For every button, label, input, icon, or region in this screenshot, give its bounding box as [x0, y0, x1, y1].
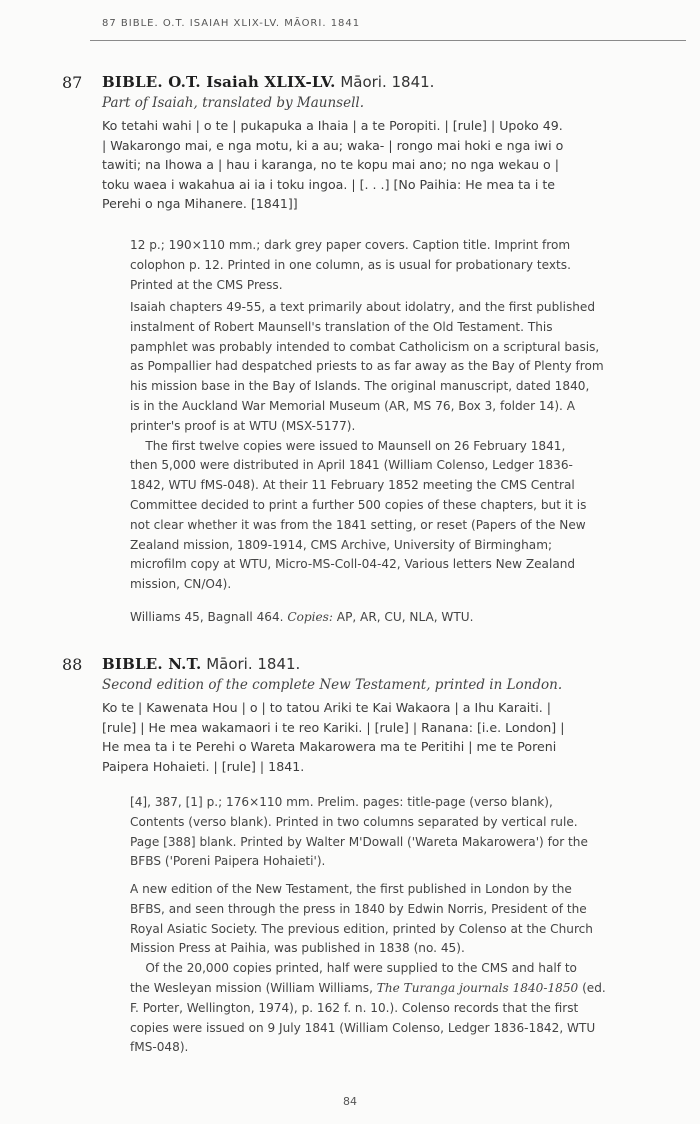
transcription-line: He mea ta i te Perehi o Wareta Makarowera ma te Peritihi | me te Poreni: [102, 739, 557, 755]
note-line: Isaiah chapters 49-55, a text primarily about idolatry, and the first published: [130, 300, 596, 314]
physical-description: [130, 236, 686, 295]
note-line: fMS-048).: [130, 1040, 189, 1055]
note-line: then 5,000 were distributed in April 1841 (William Colenso, Ledger 1836-: [130, 458, 573, 473]
historical-note: [130, 880, 686, 1058]
note-line: is in the Auckland War Memorial Museum (AR, MS 76, Box 3, folder 14). A: [130, 398, 575, 413]
note-line: Royal Asiatic Society. The previous edition, printed by Colenso at the Church: [130, 921, 593, 936]
transcription-line: | Wakarongo mai, e nga motu, ki a au; waka- | rongo mai hoki e nga iwi o: [102, 137, 564, 153]
note-line: The first twelve copies were issued to Maunsell on 26 February 1841,: [130, 438, 566, 453]
entry-number: 88: [62, 655, 83, 674]
note-line: [130, 608, 686, 628]
transcription-line: Ko te | Kawenata Hou | o | to tatou Ariki te Kai Wakaora | a Ihu Karaiti. |: [102, 700, 551, 715]
running-head: 87 BIBLE. O.T. ISAIAH XLIX-LV. MĀORI. 1841: [102, 18, 361, 29]
transcription-line: Ko tetahi wahi | o te | pukapuka a Ihaia | a te Poropiti. | [rule] | Upoko 49.: [102, 118, 563, 133]
references-and-copies: [130, 608, 686, 628]
note-line: his mission base in the Bay of Islands. The original manuscript, dated 1840,: [130, 379, 590, 394]
entry-title-rest: Māori. 1841.: [335, 73, 435, 91]
note-line: Contents (verso blank). Printed in two columns separated by vertical rule.: [130, 814, 578, 829]
note-text: the Wesleyan mission (William Williams,: [130, 980, 377, 995]
entry-subtitle: Part of Isaiah, translated by Maunsell.: [102, 95, 364, 111]
physical-description: [130, 793, 686, 872]
note-line: 12 p.; 190×110 mm.; dark grey paper covers. Caption title. Imprint from: [130, 238, 571, 252]
note-line: Page [388] blank. Printed by Walter M'Dowall ('Wareta Makarowera') for the: [130, 834, 588, 849]
entry-title-rest: Māori. 1841.: [201, 655, 301, 673]
note-line: not clear whether it was from the 1841 setting, or reset (Papers of the New: [130, 517, 586, 532]
transcription-line: Perehi o nga Mihanere. [1841]]: [102, 196, 298, 212]
note-line: A new edition of the New Testament, the first published in London by the: [130, 882, 572, 896]
note-line: F. Porter, Wellington, 1974), p. 162 f. n. 10.). Colenso records that the first: [130, 1000, 579, 1015]
note-line: 1842, WTU fMS-048). At their 11 February 1852 meeting the CMS Central: [130, 478, 575, 493]
note-line: BFBS, and seen through the press in 1840 by Edwin Norris, President of the: [130, 901, 587, 916]
note-line: mission, CN/O4).: [130, 577, 232, 592]
entry-title-bold: BIBLE. N.T.: [102, 655, 202, 673]
transcription-line: tawiti; na Ihowa a | hau i karanga, no te kopu mai ano; no nga wekau o |: [102, 157, 560, 173]
copies-list: AP, AR, CU, NLA, WTU.: [332, 610, 474, 624]
note-line: [130, 979, 686, 999]
historical-note: [130, 298, 686, 595]
note-line: Committee decided to print a further 500 copies of these chapters, but it is: [130, 497, 587, 512]
copies-label: Copies:: [287, 610, 333, 624]
note-line: Printed at the CMS Press.: [130, 277, 283, 292]
note-line: Of the 20,000 copies printed, half were supplied to the CMS and half to: [130, 961, 577, 976]
note-line: as Pompallier had despatched priests to as far away as the Bay of Plenty from: [130, 359, 604, 374]
note-line: Zealand mission, 1809-1914, CMS Archive, University of Birmingham;: [130, 537, 553, 552]
header-rule: [90, 40, 686, 41]
note-text: (ed.: [578, 980, 606, 995]
entry-title: [102, 655, 300, 673]
transcription-line: [rule] | He mea wakamaori i te reo Kariki. | [rule] | Ranana: [i.e. London] |: [102, 719, 565, 735]
title-transcription: [102, 698, 682, 776]
note-line: instalment of Robert Maunsell's translation of the Old Testament. This: [130, 319, 553, 334]
note-line: BFBS ('Poreni Paipera Hohaieti').: [130, 854, 326, 869]
transcription-line: Paipera Hohaieti. | [rule] | 1841.: [102, 758, 305, 774]
note-line: copies were issued on 9 July 1841 (William Colenso, Ledger 1836-1842, WTU: [130, 1020, 596, 1035]
note-line: microfilm copy at WTU, Micro-MS-Coll-04-42, Various letters New Zealand: [130, 557, 576, 572]
note-line: Mission Press at Paihia, was published in 1838 (no. 45).: [130, 941, 465, 956]
page-number: 84: [343, 1095, 357, 1108]
transcription-line: toku waea i wakahua ai ia i toku ingoa. | [. . .] [No Paihia: He mea ta i te: [102, 176, 556, 192]
note-line: [4], 387, [1] p.; 176×110 mm. Prelim. pages: title-page (verso blank),: [130, 795, 553, 809]
entry-title-bold: BIBLE. O.T. Isaiah XLIX-LV.: [102, 73, 336, 91]
title-transcription: [102, 116, 682, 214]
note-line: colophon p. 12. Printed in one column, as is usual for probationary texts.: [130, 257, 571, 272]
entry-subtitle: Second edition of the complete New Testament, printed in London.: [102, 677, 563, 693]
cited-title: The Turanga journals 1840-1850: [376, 980, 579, 995]
entry-number: 87: [62, 73, 83, 92]
note-line: pamphlet was probably intended to combat Catholicism on a scriptural basis,: [130, 339, 600, 354]
note-line: printer's proof is at WTU (MSX-5177).: [130, 418, 356, 433]
entry-title: [102, 73, 434, 91]
references-text: Williams 45, Bagnall 464.: [130, 610, 284, 624]
